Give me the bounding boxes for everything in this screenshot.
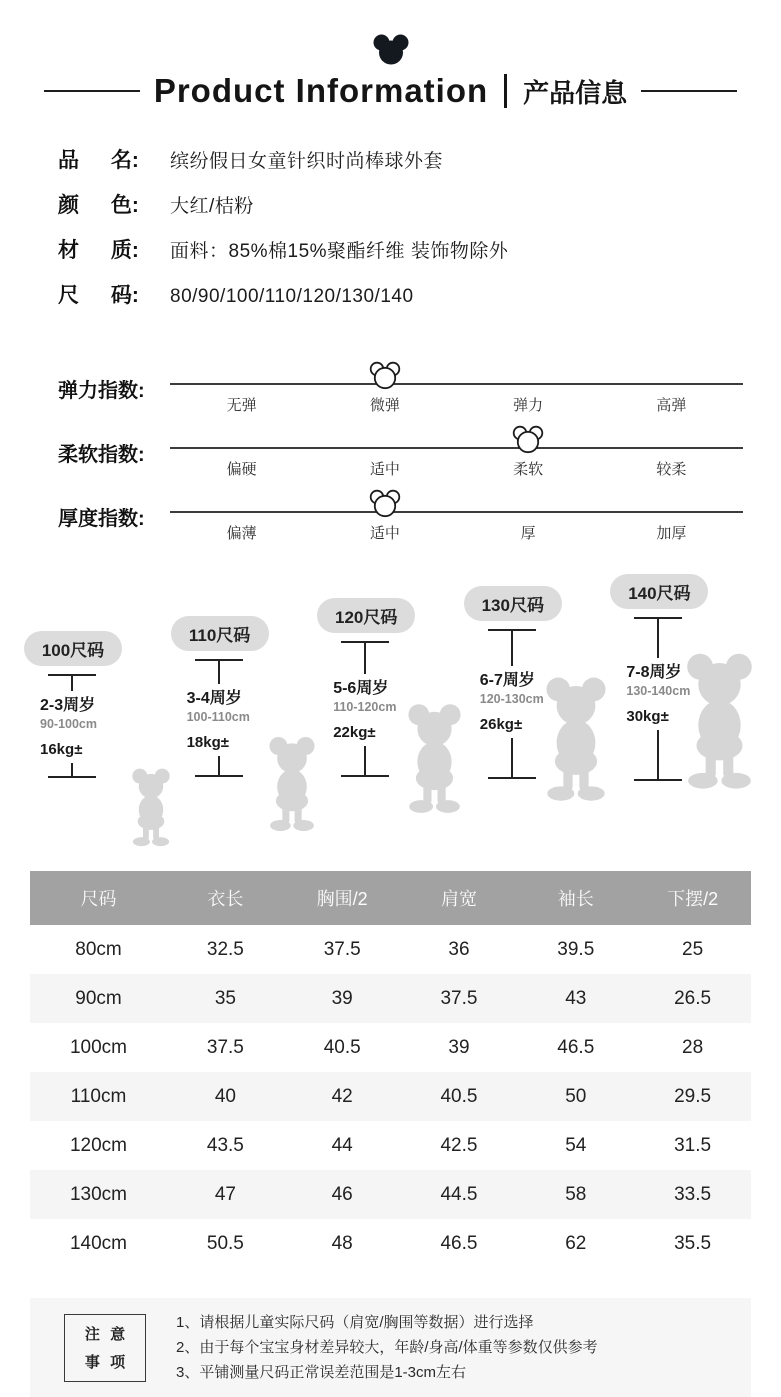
- title-divider: [504, 74, 507, 108]
- size-table-cell: 62: [565, 1232, 587, 1254]
- mickey-silhouette-icon: [127, 767, 175, 847]
- size-table-cell: 35.5: [674, 1232, 712, 1254]
- bracket-bottom-line: [195, 775, 243, 777]
- index-line: [170, 383, 743, 385]
- index-row: [58, 436, 743, 479]
- table-row: [30, 974, 751, 1023]
- index-scale-label: 厚: [520, 525, 536, 542]
- size-figure: [464, 586, 611, 804]
- size-pill: 100尺码: [24, 631, 122, 666]
- detail-value: 大红/桔粉: [170, 196, 254, 217]
- size-figure: [610, 574, 757, 792]
- size-table-cell: 50.5: [206, 1232, 244, 1254]
- index-scale-label: 适中: [369, 525, 400, 542]
- size-figure: [24, 631, 171, 849]
- weight: 30kg±: [626, 708, 669, 725]
- size-table-cell: 43.5: [206, 1134, 244, 1156]
- size-table-cell: 37.5: [401, 974, 518, 1023]
- size-table-cell: 36: [448, 938, 470, 960]
- title-rule-left: [44, 90, 140, 92]
- notes-list: [176, 1310, 733, 1385]
- detail-value: 缤纷假日女童针织时尚棒球外套: [170, 151, 444, 172]
- size-table-cell: 40.5: [401, 1072, 518, 1121]
- bracket-bottom-line: [634, 779, 682, 781]
- size-table-cell: 140cm: [69, 1232, 127, 1254]
- notice-box-label: 事 项: [84, 1354, 126, 1371]
- bracket-bottom-stub: [71, 763, 73, 776]
- size-table-cell: 50: [517, 1072, 634, 1121]
- size-table-cell: 44.5: [401, 1170, 518, 1219]
- size-table-cell: 44: [331, 1134, 353, 1156]
- bracket-top-stub: [364, 643, 366, 674]
- notice-box: [64, 1314, 146, 1382]
- bracket-bottom-line: [48, 776, 96, 778]
- index-labels: [170, 394, 743, 415]
- size-pill: 110尺码: [171, 616, 269, 651]
- size-figures: [24, 573, 757, 849]
- size-table-cell: 28: [682, 1036, 704, 1058]
- table-row: [30, 1219, 751, 1268]
- bracket-top-stub: [657, 619, 659, 658]
- size-table-cell: 46.5: [557, 1036, 595, 1058]
- size-table-cell: 80cm: [75, 938, 122, 960]
- height-range: 90-100cm: [40, 717, 97, 731]
- detail-row: [58, 238, 741, 265]
- mickey-head-outline-icon: [368, 489, 402, 518]
- detail-label: 品 名:: [58, 149, 139, 172]
- size-table-cell: 35: [167, 974, 284, 1023]
- bracket-top-stub: [218, 661, 220, 684]
- size-table-cell: 43: [517, 974, 634, 1023]
- index-line: [170, 511, 743, 513]
- table-row: [30, 925, 751, 974]
- detail-label: 颜 色:: [58, 194, 139, 217]
- page-title-zh: 产品信息: [523, 77, 628, 108]
- size-table-cell: 32.5: [206, 938, 244, 960]
- size-figure-text: [171, 689, 318, 752]
- size-table-cell: 31.5: [674, 1134, 712, 1156]
- size-table-header-cell: 衣长: [167, 871, 284, 925]
- index-labels: [170, 458, 743, 479]
- bracket-bottom-stub: [657, 730, 659, 779]
- index-title: 柔软指数:: [58, 444, 145, 466]
- height-range: 130-140cm: [626, 684, 691, 698]
- note-item: 1、请根据儿童实际尺码（肩宽/胸围等数据）进行选择: [176, 1314, 534, 1331]
- weight: 18kg±: [186, 734, 230, 751]
- weight: 22kg±: [333, 724, 376, 741]
- weight: 26kg±: [479, 716, 523, 733]
- size-table-cell: 37.5: [206, 1036, 244, 1058]
- age-range: 6-7周岁: [479, 672, 535, 689]
- notes-section: [30, 1298, 751, 1397]
- index-scale: [170, 500, 743, 543]
- mickey-icon: [0, 0, 781, 66]
- size-table-cell: 42.5: [440, 1134, 478, 1156]
- size-table-cell: 47: [167, 1170, 284, 1219]
- height-range: 100-110cm: [186, 710, 250, 724]
- age-range: 5-6周岁: [333, 680, 389, 697]
- size-figure-text: [610, 663, 757, 726]
- size-table-cell: 33.5: [634, 1170, 751, 1219]
- index-scale-label: 柔软: [513, 461, 544, 478]
- mickey-head-outline-icon: [368, 361, 402, 390]
- table-row: [30, 1121, 751, 1170]
- index-scale-label: 适中: [369, 461, 400, 478]
- size-table-cell: 39: [448, 1036, 470, 1058]
- size-table-cell: 39: [284, 974, 401, 1023]
- bracket-bottom-line: [341, 775, 389, 777]
- size-table-cell: 37.5: [323, 938, 361, 960]
- detail-row: [58, 193, 741, 220]
- size-table-header-cell: 肩宽: [401, 871, 518, 925]
- header: [0, 0, 781, 110]
- mickey-head-outline-icon: [511, 425, 545, 454]
- size-figure: [171, 616, 318, 834]
- detail-label: 材 质:: [58, 239, 139, 262]
- size-figure-text: [464, 671, 611, 734]
- detail-row: [58, 283, 741, 310]
- title-rule-right: [641, 90, 737, 92]
- size-table-header-row: [30, 871, 751, 925]
- bracket-top-stub: [71, 676, 73, 691]
- index-scale-label: 微弹: [369, 397, 400, 414]
- index-labels: [170, 522, 743, 543]
- height-range: 110-120cm: [333, 700, 397, 714]
- index-line: [170, 447, 743, 449]
- detail-value: 面料：85%棉15%聚酯纤维 装饰物除外: [170, 241, 509, 262]
- size-table-cell: 40.5: [323, 1036, 361, 1058]
- table-row: [30, 1023, 751, 1072]
- size-table-cell: 100cm: [69, 1036, 127, 1058]
- size-table-cell: 48: [331, 1232, 353, 1254]
- bracket-bottom-line: [488, 777, 536, 779]
- size-figure-text: [317, 679, 464, 742]
- size-table-header-cell: 胸围/2: [284, 871, 401, 925]
- size-table-cell: 25: [682, 938, 704, 960]
- detail-label: 尺 码:: [58, 284, 139, 307]
- size-table-cell: 46.5: [440, 1232, 478, 1254]
- index-scale-label: 弹力: [513, 397, 544, 414]
- bracket-top-stub: [511, 631, 513, 666]
- index-scale-label: 加厚: [656, 525, 687, 542]
- size-figure-text: [24, 696, 171, 759]
- size-table-section: [30, 871, 751, 1268]
- weight: 16kg±: [40, 741, 83, 758]
- detail-row: [58, 148, 741, 175]
- size-table-cell: 130cm: [30, 1170, 167, 1219]
- size-pill: 120尺码: [317, 598, 415, 633]
- table-row: [30, 1170, 751, 1219]
- size-table-cell: 110cm: [30, 1072, 167, 1121]
- index-title: 厚度指数:: [58, 508, 145, 530]
- height-range: 120-130cm: [479, 692, 544, 706]
- index-scale-label: 无弹: [226, 397, 257, 414]
- size-table-header-cell: 袖长: [517, 871, 634, 925]
- size-pill: 130尺码: [464, 586, 562, 621]
- bracket-bottom-stub: [218, 756, 220, 775]
- index-scale-label: 偏硬: [226, 461, 257, 478]
- age-range: 7-8周岁: [626, 664, 682, 681]
- age-range: 2-3周岁: [40, 697, 96, 714]
- bracket-bottom-stub: [364, 746, 366, 775]
- size-table-cell: 120cm: [69, 1134, 127, 1156]
- title-row: [0, 72, 781, 110]
- size-table-cell: 58: [517, 1170, 634, 1219]
- size-table: [30, 871, 751, 1268]
- note-item: 2、由于每个宝宝身材差异较大，年龄/身高/体重等参数仅供参考: [176, 1339, 598, 1356]
- size-table-header-cell: 下摆/2: [634, 871, 751, 925]
- index-row: [58, 500, 743, 543]
- size-figure: [317, 598, 464, 816]
- size-table-cell: 26.5: [634, 974, 751, 1023]
- size-table-header-cell: 尺码: [30, 871, 167, 925]
- size-pill: 140尺码: [610, 574, 708, 609]
- notice-box-label: 注 意: [84, 1326, 126, 1343]
- index-row: [58, 372, 743, 415]
- index-scales: [58, 372, 743, 543]
- size-table-cell: 29.5: [634, 1072, 751, 1121]
- size-table-cell: 42: [284, 1072, 401, 1121]
- size-table-cell: 54: [565, 1134, 587, 1156]
- size-table-cell: 40: [167, 1072, 284, 1121]
- note-item: 3、平铺测量尺码正常误差范围是1-3cm左右: [176, 1364, 467, 1381]
- index-scale-label: 较柔: [656, 461, 687, 478]
- index-scale: [170, 372, 743, 415]
- index-title: 弹力指数:: [58, 380, 145, 402]
- size-table-cell: 46: [284, 1170, 401, 1219]
- detail-value: 80/90/100/110/120/130/140: [170, 286, 414, 307]
- index-scale-label: 高弹: [656, 397, 687, 414]
- product-details: [58, 148, 741, 310]
- index-scale-label: 偏薄: [226, 525, 257, 542]
- size-table-cell: 90cm: [30, 974, 167, 1023]
- size-table-cell: 39.5: [557, 938, 595, 960]
- bracket-bottom-stub: [511, 738, 513, 777]
- page-title-en: Product Information: [153, 72, 489, 109]
- index-scale: [170, 436, 743, 479]
- table-row: [30, 1072, 751, 1121]
- age-range: 3-4周岁: [186, 690, 242, 707]
